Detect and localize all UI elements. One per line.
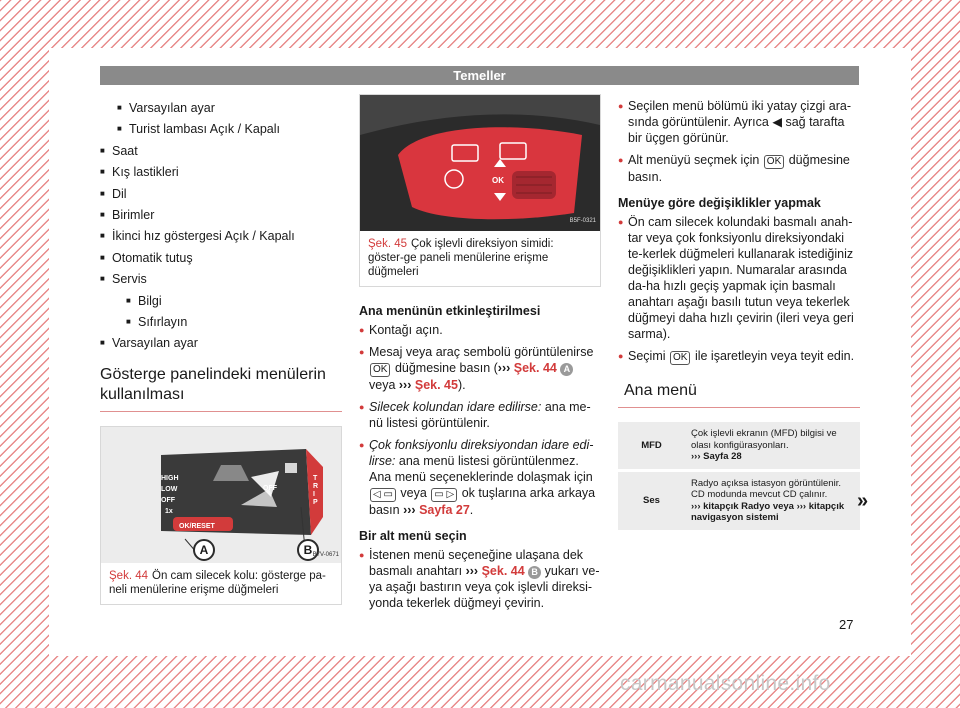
settings-menu-list xyxy=(100,100,342,351)
ok-key-3: OK xyxy=(670,351,690,365)
ref-arrow-4: ››› xyxy=(465,564,479,578)
step-wheel-text: ana menü listesi görüntülenmez. Ana menü seçeneklerinde dolaşmak için xyxy=(369,454,593,484)
step-submenu-text-2: yukarı ve-ya aşağı bastırın veya çok işlevli direksi-yonda tekerlek düğmeyi çevirin. xyxy=(369,564,600,610)
page-number: 27 xyxy=(839,617,854,632)
page-header: Temeller xyxy=(100,66,859,85)
ref-fig-45[interactable]: Şek. 45 xyxy=(414,378,458,392)
step-wheel-text-2: ok tuşlarına arka arkaya basın xyxy=(369,486,596,517)
left-column xyxy=(100,94,342,605)
step-select-submenu-ok xyxy=(618,152,860,185)
step-confirm xyxy=(618,348,860,365)
steering-wheel-image xyxy=(360,95,600,231)
figure-45-label: Şek. 45 xyxy=(368,238,407,250)
callout-b-inline: B xyxy=(528,566,541,579)
table-key: MFD xyxy=(618,422,685,470)
step-wiper-lever-italic: Silecek kolundan idare edilirse: xyxy=(369,400,542,414)
step-menu-section-shown xyxy=(618,98,860,146)
menu-item: ■ İkinci hız göstergesi Açık / Kapalı xyxy=(100,228,342,244)
forward-arrow-key-icon: ▭ ▷ xyxy=(431,488,457,502)
step-press-ok xyxy=(359,344,601,393)
menu-item: ■ Dil xyxy=(100,186,342,202)
menu-item: ■ Varsayılan ayar xyxy=(117,100,342,116)
menu-item: ■ Varsayılan ayar xyxy=(100,335,342,351)
step-wheel-end: . xyxy=(469,503,474,517)
heading-make-changes: Menüye göre değişiklikler yapmak xyxy=(618,196,821,210)
ref-arrow-3: ››› xyxy=(403,503,416,517)
step-press-ok-or: veya xyxy=(369,378,396,392)
menu-item: ■ Servis xyxy=(100,271,342,287)
wheel-ok-label: OK xyxy=(492,176,504,185)
menu-item: ■ Otomatik tutuş xyxy=(100,250,342,266)
lever-label-low: LOW xyxy=(161,486,178,494)
table-value-text: Çok işlevli ekranın (MFD) bilgisi ve olası konfigürasyonları. xyxy=(691,428,837,451)
ref-arrow: ››› xyxy=(691,500,701,512)
step-confirm-text: Seçimi xyxy=(628,349,666,363)
menu-item: ■ Sıfırlayın xyxy=(126,314,342,330)
menu-item: ■ Birimler xyxy=(100,207,342,223)
ref-fig-44-b[interactable]: Şek. 44 xyxy=(481,564,525,578)
step-wiper-lever-text: ana me-nü listesi görüntülenir. xyxy=(369,400,591,430)
table-row xyxy=(618,470,860,531)
ref-text: kitapçık Radyo veya ››› kitapçık navigasyon sistemi xyxy=(691,500,845,523)
menu-item: ■ Kış lastikleri xyxy=(100,164,342,180)
right-column xyxy=(618,94,860,533)
ref-text: Sayfa 28 xyxy=(703,451,742,462)
watermark: carmanualsonline.info xyxy=(620,672,831,695)
table-row xyxy=(618,422,860,470)
main-menu-table xyxy=(618,422,860,533)
step-confirm-text-2: ile işaretleyin veya teyit edin. xyxy=(694,349,855,363)
step-ignition-on: ● Kontağı açın. xyxy=(359,322,601,338)
callout-b: B xyxy=(297,539,319,561)
middle-column xyxy=(359,94,601,617)
step-ok-text-2: düğmesine basın. xyxy=(628,153,850,184)
triangle-left-icon: ◀ xyxy=(772,115,782,129)
figure-44 xyxy=(100,426,342,605)
callout-a: A xyxy=(193,539,215,561)
ok-key-2: OK xyxy=(764,155,784,169)
ref-fig-44[interactable]: Şek. 44 xyxy=(513,361,557,375)
callout-a-inline: A xyxy=(560,363,573,376)
lever-label-high: HIGH xyxy=(161,475,179,483)
lever-label-trip: TRIP xyxy=(313,475,319,507)
step-wiper-lever xyxy=(359,399,601,431)
wiper-lever-image xyxy=(101,427,341,563)
figure-44-caption-text: Ön cam silecek kolu: gösterge pa-neli menülerine erişme düğmeleri xyxy=(109,570,326,597)
ref-arrow-2: ››› xyxy=(398,378,412,392)
table-value xyxy=(685,422,860,470)
table-key: Ses xyxy=(618,470,685,531)
step-wheel-italic: Çok fonksiyonlu direksiyondan idare edi-lirse: xyxy=(369,438,594,468)
section-title-dashboard-menus: Gösterge panelindeki menülerin kullanılması xyxy=(100,365,342,412)
step-menu-section-text: Seçilen menü bölümü iki yatay çizgi ara-sında görüntülenir. Ayrıca xyxy=(628,99,852,129)
menu-item: ■ Turist lambası Açık / Kapalı xyxy=(117,121,342,137)
step-submenu-text: İstenen menü seçeneğine ulaşana dek basmalı anahtarı xyxy=(369,548,584,578)
step-make-changes: ● Ön cam silecek kolundaki basmalı anah-tar veya çok fonksiyonlu direksiyondaki te-kerlek düğmeleri kullanarak istediğiniz değişiklikleri yapın. Numaralar arasında da-ha hızlı geçiş yapmak için basmalı anahtarı aşağı basılı tutun veya tekerlek düğmeyi daha hızlı çevirin (ileri veya geri sarma). xyxy=(618,214,860,342)
menu-item: ■ Bilgi xyxy=(126,293,342,309)
table-value xyxy=(685,470,860,531)
ref-arrow: ››› xyxy=(691,451,701,462)
step-multifunction-wheel xyxy=(359,437,601,518)
ref-page-27[interactable]: Sayfa 27 xyxy=(419,503,470,517)
table-value-ref[interactable] xyxy=(691,501,854,524)
lever-label-ok-reset: OK/RESET xyxy=(179,523,215,531)
step-ok-text: Alt menüyü seçmek için xyxy=(628,153,760,167)
steering-wheel-drawing xyxy=(360,95,600,231)
figure-44-caption xyxy=(101,563,341,604)
lever-label-1x: 1x xyxy=(165,508,173,516)
menu-item: ■ Saat xyxy=(100,143,342,159)
continue-marker: » xyxy=(857,490,869,512)
ok-key: OK xyxy=(370,363,390,377)
step-menu-section-text-2: sağ tarafta bir üçgen görünür. xyxy=(628,115,845,145)
lever-label-off-right: OFF xyxy=(263,485,277,493)
figure-45-caption-text: Çok işlevli direksiyon simidi: göster-ge paneli menülerine erişme düğmeleri xyxy=(368,238,554,278)
step-press-ok-end: ). xyxy=(457,378,466,392)
step-press-ok-mid: düğmesine basın ( xyxy=(394,361,498,375)
back-arrow-key-icon: ◁ ▭ xyxy=(370,488,396,502)
figure-45-caption xyxy=(360,231,600,286)
table-value-ref[interactable] xyxy=(691,451,854,463)
heading-select-submenu: Bir alt menü seçin xyxy=(359,529,467,543)
ref-arrow: ››› xyxy=(497,361,511,375)
section-title-main-menu: Ana menü xyxy=(618,381,860,408)
lever-label-off: OFF xyxy=(161,497,175,505)
step-press-ok-text: Mesaj veya araç sembolü görüntülenirse xyxy=(369,345,594,359)
figure-44-label: Şek. 44 xyxy=(109,570,148,583)
heading-activate-main-menu: Ana menünün etkinleştirilmesi xyxy=(359,304,541,318)
figure-45-code: B5F-0321 xyxy=(569,218,596,224)
table-value-text: Radyo açıksa istasyon görüntülenir. CD modunda mevcut CD çalınır. xyxy=(691,477,841,500)
step-wheel-or: veya xyxy=(400,486,427,500)
step-select-submenu xyxy=(359,547,601,611)
figure-45 xyxy=(359,94,601,287)
figure-44-code: B7V-0671 xyxy=(312,552,339,559)
